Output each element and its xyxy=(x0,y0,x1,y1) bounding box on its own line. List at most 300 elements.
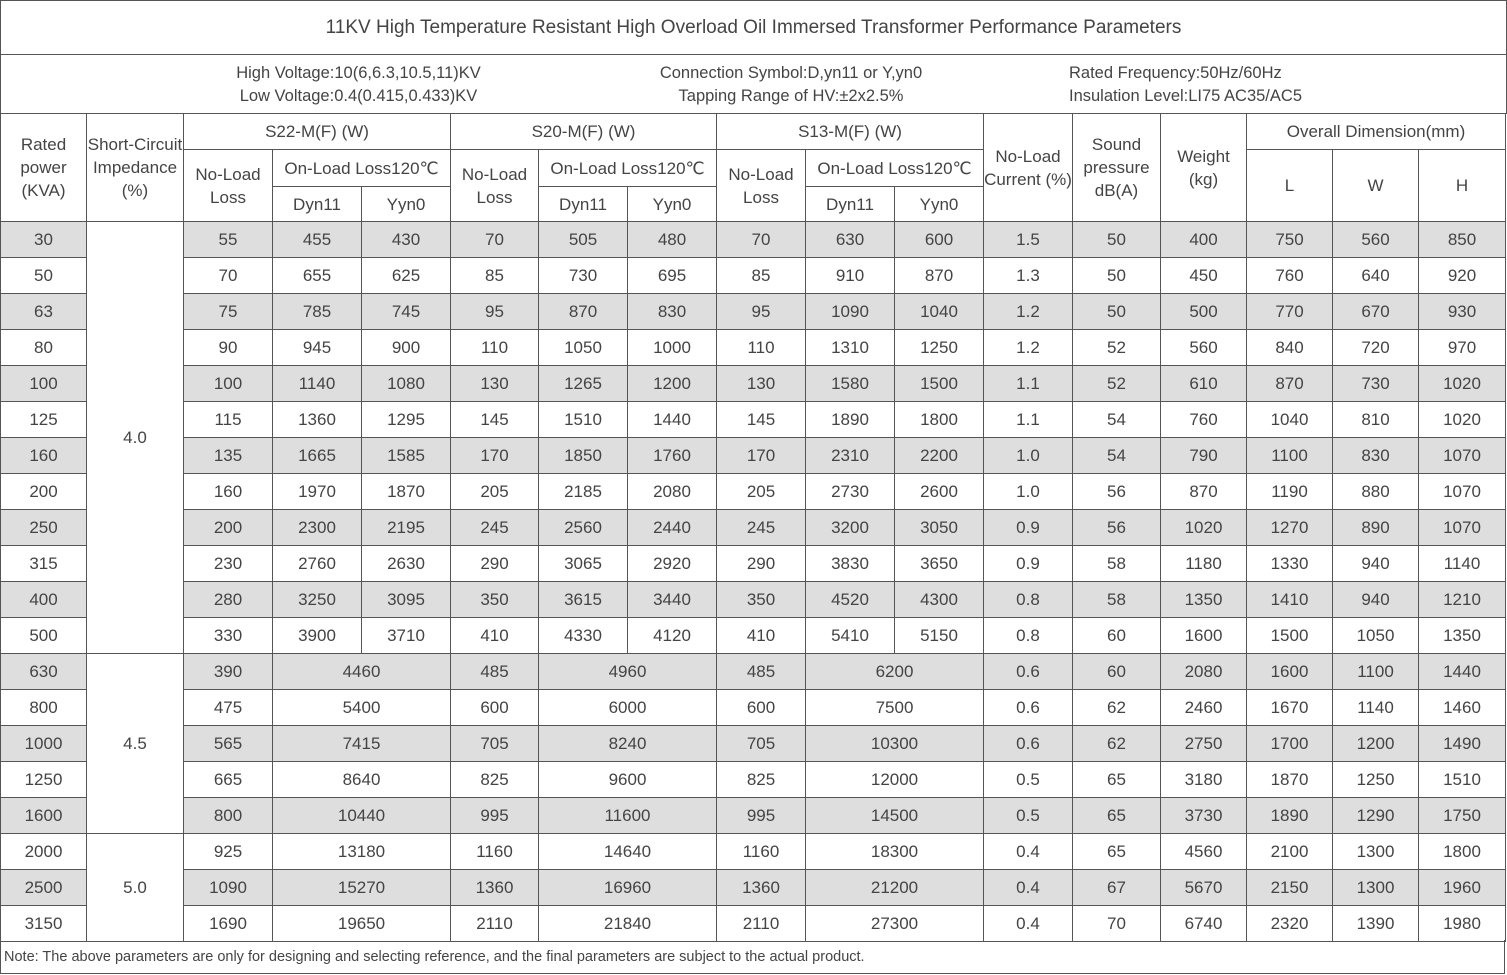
table-cell: 52 xyxy=(1073,366,1161,402)
table-cell: 70 xyxy=(451,222,539,258)
table-cell: 1.5 xyxy=(984,222,1073,258)
table-cell: 720 xyxy=(1333,330,1419,366)
table-cell: 95 xyxy=(717,294,806,330)
table-cell: 1350 xyxy=(1419,618,1506,654)
table-cell: 1.1 xyxy=(984,402,1073,438)
table-cell: 14500 xyxy=(806,798,984,834)
table-cell: 1410 xyxy=(1247,582,1333,618)
table-cell: 67 xyxy=(1073,870,1161,906)
table-cell: 870 xyxy=(1247,366,1333,402)
table-cell: 410 xyxy=(717,618,806,654)
table-cell: 3615 xyxy=(539,582,628,618)
table-cell: 1580 xyxy=(806,366,895,402)
table-row xyxy=(1,510,1506,546)
table-cell: 2200 xyxy=(895,438,984,474)
table-row xyxy=(1,654,1506,690)
table-cell: 110 xyxy=(717,330,806,366)
table-cell: 100 xyxy=(184,366,273,402)
table-cell: 600 xyxy=(895,222,984,258)
table-cell: 1210 xyxy=(1419,582,1506,618)
table-cell: 6740 xyxy=(1161,906,1247,942)
table-cell: 485 xyxy=(451,654,539,690)
tapping-text: Tapping Range of HV:±2x2.5% xyxy=(678,87,904,105)
table-cell: 1800 xyxy=(1419,834,1506,870)
table-cell: 145 xyxy=(717,402,806,438)
table-cell: 170 xyxy=(451,438,539,474)
table-cell: 430 xyxy=(362,222,451,258)
header-s13: S13-M(F) (W) xyxy=(717,114,984,150)
table-cell: 1690 xyxy=(184,906,273,942)
table-cell: 54 xyxy=(1073,402,1161,438)
table-cell: 995 xyxy=(717,798,806,834)
table-cell: 1510 xyxy=(539,402,628,438)
table-cell: 1160 xyxy=(451,834,539,870)
table-cell: 1020 xyxy=(1419,402,1506,438)
table-cell: 6200 xyxy=(806,654,984,690)
table-cell: 56 xyxy=(1073,510,1161,546)
table-cell: 4330 xyxy=(539,618,628,654)
table-cell: 1100 xyxy=(1247,438,1333,474)
table-cell: 2195 xyxy=(362,510,451,546)
table-cell: 455 xyxy=(273,222,362,258)
table-cell: 870 xyxy=(1161,474,1247,510)
table-cell: 2320 xyxy=(1247,906,1333,942)
table-cell: 1600 xyxy=(1247,654,1333,690)
table-cell: 1665 xyxy=(273,438,362,474)
table-cell: 4300 xyxy=(895,582,984,618)
table-cell: 5410 xyxy=(806,618,895,654)
table-cell: 1870 xyxy=(1247,762,1333,798)
table-cell: 1980 xyxy=(1419,906,1506,942)
table-cell: 1600 xyxy=(1,798,87,834)
table-cell: 70 xyxy=(717,222,806,258)
table-cell: 630 xyxy=(1,654,87,690)
table-cell: 1670 xyxy=(1247,690,1333,726)
header-s13-on-load: On-Load Loss120℃ xyxy=(806,150,984,187)
table-cell: 3710 xyxy=(362,618,451,654)
table-cell: 1330 xyxy=(1247,546,1333,582)
table-row xyxy=(1,438,1506,474)
table-cell: 1.1 xyxy=(984,366,1073,402)
table-cell: 5400 xyxy=(273,690,451,726)
table-row xyxy=(1,906,1506,942)
table-cell: 1090 xyxy=(184,870,273,906)
table-cell: 770 xyxy=(1247,294,1333,330)
table-cell: 12000 xyxy=(806,762,984,798)
table-cell: 160 xyxy=(1,438,87,474)
table-cell: 2750 xyxy=(1161,726,1247,762)
table-row xyxy=(1,618,1506,654)
table-cell: 1750 xyxy=(1419,798,1506,834)
table-cell: 1090 xyxy=(806,294,895,330)
table-cell: 2000 xyxy=(1,834,87,870)
table-cell: 1040 xyxy=(895,294,984,330)
table-cell: 100 xyxy=(1,366,87,402)
table-cell: 1870 xyxy=(362,474,451,510)
table-cell: 4120 xyxy=(628,618,717,654)
table-cell: 2100 xyxy=(1247,834,1333,870)
table-cell: 745 xyxy=(362,294,451,330)
table-cell: 62 xyxy=(1073,690,1161,726)
table-cell: 14640 xyxy=(539,834,717,870)
table-cell: 1050 xyxy=(1333,618,1419,654)
table-cell: 18300 xyxy=(806,834,984,870)
table-cell: 760 xyxy=(1247,258,1333,294)
table-cell: 1250 xyxy=(1333,762,1419,798)
table-cell: 54 xyxy=(1073,438,1161,474)
insulation-text: Insulation Level:LI75 AC35/AC5 xyxy=(1069,87,1302,105)
table-cell: 1140 xyxy=(1419,546,1506,582)
table-cell: 1390 xyxy=(1333,906,1419,942)
table-cell: 63 xyxy=(1,294,87,330)
table-cell: 60 xyxy=(1073,618,1161,654)
table-cell: 2600 xyxy=(895,474,984,510)
table-cell: 245 xyxy=(451,510,539,546)
table-cell: 85 xyxy=(451,258,539,294)
table-cell: 480 xyxy=(628,222,717,258)
table-cell: 290 xyxy=(717,546,806,582)
table-cell: 390 xyxy=(184,654,273,690)
table-cell: 0.5 xyxy=(984,798,1073,834)
table-cell: 13180 xyxy=(273,834,451,870)
table-cell: 1265 xyxy=(539,366,628,402)
table-cell: 110 xyxy=(451,330,539,366)
table-cell: 50 xyxy=(1,258,87,294)
table-cell: 2110 xyxy=(451,906,539,942)
table-row xyxy=(1,690,1506,726)
table-cell: 230 xyxy=(184,546,273,582)
header-s22-no-load: No-Load Loss xyxy=(184,150,273,222)
table-cell: 2630 xyxy=(362,546,451,582)
table-cell: 1100 xyxy=(1333,654,1419,690)
table-row xyxy=(1,474,1506,510)
table-cell: 730 xyxy=(539,258,628,294)
table-cell: 2560 xyxy=(539,510,628,546)
table-cell: 3200 xyxy=(806,510,895,546)
table-cell: 730 xyxy=(1333,366,1419,402)
table-cell: 640 xyxy=(1333,258,1419,294)
impedance-cell: 4.0 xyxy=(87,222,184,654)
table-cell: 1700 xyxy=(1247,726,1333,762)
header-sound: Sound pressure dB(A) xyxy=(1073,114,1161,222)
header-s22-dyn11: Dyn11 xyxy=(273,187,362,222)
impedance-cell: 4.5 xyxy=(87,654,184,834)
table-cell: 890 xyxy=(1333,510,1419,546)
header-dimension: Overall Dimension(mm) xyxy=(1247,114,1506,150)
table-cell: 1890 xyxy=(806,402,895,438)
table-cell: 800 xyxy=(1,690,87,726)
header-s20-yyn0: Yyn0 xyxy=(628,187,717,222)
table-cell: 1070 xyxy=(1419,510,1506,546)
footnote: Note: The above parameters are only for designing and selecting reference, and the final parameters are subject to the actual product. xyxy=(0,940,1505,974)
table-cell: 1300 xyxy=(1333,870,1419,906)
header-weight: Weight (kg) xyxy=(1161,114,1247,222)
table-cell: 2110 xyxy=(717,906,806,942)
table-cell: 330 xyxy=(184,618,273,654)
table-cell: 400 xyxy=(1161,222,1247,258)
header-s20: S20-M(F) (W) xyxy=(451,114,717,150)
table-row xyxy=(1,582,1506,618)
table-cell: 1490 xyxy=(1419,726,1506,762)
high-voltage-text: High Voltage:10(6,6.3,10.5,11)KV xyxy=(236,64,481,82)
table-cell: 3650 xyxy=(895,546,984,582)
table-cell: 830 xyxy=(1333,438,1419,474)
table-cell: 705 xyxy=(451,726,539,762)
table-cell: 1140 xyxy=(1333,690,1419,726)
table-cell: 65 xyxy=(1073,762,1161,798)
table-cell: 130 xyxy=(451,366,539,402)
table-cell: 135 xyxy=(184,438,273,474)
table-cell: 56 xyxy=(1073,474,1161,510)
parameter-table xyxy=(0,113,1506,942)
table-cell: 2150 xyxy=(1247,870,1333,906)
table-cell: 0.9 xyxy=(984,546,1073,582)
table-cell: 52 xyxy=(1073,330,1161,366)
connection-text: Connection Symbol:D,yn11 or Y,yn0 xyxy=(659,64,923,82)
header-length: L xyxy=(1247,150,1333,222)
table-cell: 1200 xyxy=(1333,726,1419,762)
header-height: H xyxy=(1419,150,1506,222)
table-cell: 170 xyxy=(717,438,806,474)
table-cell: 1140 xyxy=(273,366,362,402)
table-row xyxy=(1,834,1506,870)
table-cell: 655 xyxy=(273,258,362,294)
table-cell: 1020 xyxy=(1161,510,1247,546)
table-cell: 1890 xyxy=(1247,798,1333,834)
table-cell: 1440 xyxy=(628,402,717,438)
table-cell: 16960 xyxy=(539,870,717,906)
table-cell: 205 xyxy=(451,474,539,510)
table-cell: 475 xyxy=(184,690,273,726)
table-cell: 3440 xyxy=(628,582,717,618)
table-cell: 75 xyxy=(184,294,273,330)
table-cell: 925 xyxy=(184,834,273,870)
table-cell: 3065 xyxy=(539,546,628,582)
table-cell: 115 xyxy=(184,402,273,438)
table-cell: 1500 xyxy=(1247,618,1333,654)
low-voltage-text: Low Voltage:0.4(0.415,0.433)KV xyxy=(239,87,478,105)
table-cell: 65 xyxy=(1073,834,1161,870)
table-cell: 785 xyxy=(273,294,362,330)
table-cell: 1600 xyxy=(1161,618,1247,654)
table-row xyxy=(1,294,1506,330)
table-cell: 450 xyxy=(1161,258,1247,294)
table-cell: 705 xyxy=(717,726,806,762)
table-cell: 27300 xyxy=(806,906,984,942)
table-cell: 880 xyxy=(1333,474,1419,510)
table-cell: 5670 xyxy=(1161,870,1247,906)
table-cell: 0.8 xyxy=(984,582,1073,618)
table-cell: 565 xyxy=(184,726,273,762)
table-cell: 2185 xyxy=(539,474,628,510)
header-width: W xyxy=(1333,150,1419,222)
table-cell: 1.0 xyxy=(984,438,1073,474)
table-cell: 280 xyxy=(184,582,273,618)
table-cell: 9600 xyxy=(539,762,717,798)
connection-specs xyxy=(601,62,981,108)
table-cell: 1800 xyxy=(895,402,984,438)
table-cell: 1.3 xyxy=(984,258,1073,294)
table-cell: 315 xyxy=(1,546,87,582)
table-cell: 0.9 xyxy=(984,510,1073,546)
table-body xyxy=(1,222,1506,942)
table-cell: 90 xyxy=(184,330,273,366)
table-cell: 62 xyxy=(1073,726,1161,762)
table-row xyxy=(1,366,1506,402)
table-cell: 505 xyxy=(539,222,628,258)
table-cell: 8240 xyxy=(539,726,717,762)
table-cell: 95 xyxy=(451,294,539,330)
table-row xyxy=(1,546,1506,582)
table-cell: 995 xyxy=(451,798,539,834)
table-cell: 695 xyxy=(628,258,717,294)
table-cell: 50 xyxy=(1073,294,1161,330)
table-cell: 30 xyxy=(1,222,87,258)
table-cell: 665 xyxy=(184,762,273,798)
table-cell: 7415 xyxy=(273,726,451,762)
table-cell: 1850 xyxy=(539,438,628,474)
table-cell: 1300 xyxy=(1333,834,1419,870)
table-cell: 1070 xyxy=(1419,474,1506,510)
table-cell: 145 xyxy=(451,402,539,438)
table-cell: 800 xyxy=(184,798,273,834)
table-cell: 50 xyxy=(1073,222,1161,258)
table-cell: 5150 xyxy=(895,618,984,654)
table-cell: 1040 xyxy=(1247,402,1333,438)
table-row xyxy=(1,330,1506,366)
table-cell: 910 xyxy=(806,258,895,294)
table-cell: 245 xyxy=(717,510,806,546)
table-cell: 1295 xyxy=(362,402,451,438)
table-cell: 840 xyxy=(1247,330,1333,366)
table-cell: 21840 xyxy=(539,906,717,942)
table-cell: 3730 xyxy=(1161,798,1247,834)
header-s22-yyn0: Yyn0 xyxy=(362,187,451,222)
table-cell: 825 xyxy=(717,762,806,798)
table-cell: 1080 xyxy=(362,366,451,402)
table-cell: 825 xyxy=(451,762,539,798)
table-cell: 1500 xyxy=(895,366,984,402)
table-cell: 940 xyxy=(1333,546,1419,582)
table-cell: 750 xyxy=(1247,222,1333,258)
table-cell: 1.2 xyxy=(984,294,1073,330)
table-cell: 60 xyxy=(1073,654,1161,690)
header-s22-on-load: On-Load Loss120℃ xyxy=(273,150,451,187)
table-cell: 3180 xyxy=(1161,762,1247,798)
header-no-load-current: No-Load Current (%) xyxy=(984,114,1073,222)
table-cell: 2920 xyxy=(628,546,717,582)
table-cell: 0.4 xyxy=(984,870,1073,906)
table-cell: 930 xyxy=(1419,294,1506,330)
table-cell: 1270 xyxy=(1247,510,1333,546)
table-cell: 3250 xyxy=(273,582,362,618)
table-cell: 3050 xyxy=(895,510,984,546)
table-cell: 2440 xyxy=(628,510,717,546)
table-cell: 50 xyxy=(1073,258,1161,294)
table-cell: 1070 xyxy=(1419,438,1506,474)
table-row xyxy=(1,222,1506,258)
table-cell: 85 xyxy=(717,258,806,294)
table-cell: 1050 xyxy=(539,330,628,366)
table-cell: 2760 xyxy=(273,546,362,582)
table-cell: 58 xyxy=(1073,546,1161,582)
table-cell: 0.6 xyxy=(984,726,1073,762)
table-cell: 1970 xyxy=(273,474,362,510)
table-cell: 2080 xyxy=(628,474,717,510)
table-cell: 70 xyxy=(1073,906,1161,942)
table-cell: 4960 xyxy=(539,654,717,690)
table-cell: 410 xyxy=(451,618,539,654)
table-cell: 1160 xyxy=(717,834,806,870)
table-cell: 1290 xyxy=(1333,798,1419,834)
table-cell: 10300 xyxy=(806,726,984,762)
table-cell: 160 xyxy=(184,474,273,510)
table-cell: 1020 xyxy=(1419,366,1506,402)
table-cell: 200 xyxy=(1,474,87,510)
table-cell: 125 xyxy=(1,402,87,438)
header-s20-dyn11: Dyn11 xyxy=(539,187,628,222)
table-cell: 11600 xyxy=(539,798,717,834)
table-cell: 10440 xyxy=(273,798,451,834)
table-cell: 350 xyxy=(451,582,539,618)
table-cell: 1250 xyxy=(895,330,984,366)
table-cell: 1000 xyxy=(1,726,87,762)
table-cell: 900 xyxy=(362,330,451,366)
header-s13-no-load: No-Load Loss xyxy=(717,150,806,222)
table-cell: 1360 xyxy=(451,870,539,906)
table-cell: 1960 xyxy=(1419,870,1506,906)
table-cell: 870 xyxy=(539,294,628,330)
table-cell: 1200 xyxy=(628,366,717,402)
table-cell: 850 xyxy=(1419,222,1506,258)
table-cell: 2730 xyxy=(806,474,895,510)
table-cell: 200 xyxy=(184,510,273,546)
header-s13-yyn0: Yyn0 xyxy=(895,187,984,222)
header-impedance: Short-Circuit Impedance (%) xyxy=(87,114,184,222)
table-cell: 625 xyxy=(362,258,451,294)
table-cell: 400 xyxy=(1,582,87,618)
table-cell: 0.6 xyxy=(984,690,1073,726)
table-cell: 1350 xyxy=(1161,582,1247,618)
table-cell: 2300 xyxy=(273,510,362,546)
table-cell: 4460 xyxy=(273,654,451,690)
table-row xyxy=(1,402,1506,438)
table-cell: 1460 xyxy=(1419,690,1506,726)
table-cell: 3150 xyxy=(1,906,87,942)
header-rated-power: Rated power (KVA) xyxy=(1,114,87,222)
table-cell: 15270 xyxy=(273,870,451,906)
table-cell: 2500 xyxy=(1,870,87,906)
table-cell: 600 xyxy=(717,690,806,726)
table-cell: 830 xyxy=(628,294,717,330)
table-cell: 500 xyxy=(1161,294,1247,330)
table-cell: 810 xyxy=(1333,402,1419,438)
table-row xyxy=(1,726,1506,762)
table-cell: 4560 xyxy=(1161,834,1247,870)
table-cell: 290 xyxy=(451,546,539,582)
header-s20-on-load: On-Load Loss120℃ xyxy=(539,150,717,187)
table-row xyxy=(1,762,1506,798)
table-cell: 2080 xyxy=(1161,654,1247,690)
table-cell: 205 xyxy=(717,474,806,510)
table-cell: 1510 xyxy=(1419,762,1506,798)
table-cell: 0.8 xyxy=(984,618,1073,654)
table-row xyxy=(1,870,1506,906)
table-cell: 55 xyxy=(184,222,273,258)
table-cell: 945 xyxy=(273,330,362,366)
table-cell: 870 xyxy=(895,258,984,294)
table-cell: 0.5 xyxy=(984,762,1073,798)
